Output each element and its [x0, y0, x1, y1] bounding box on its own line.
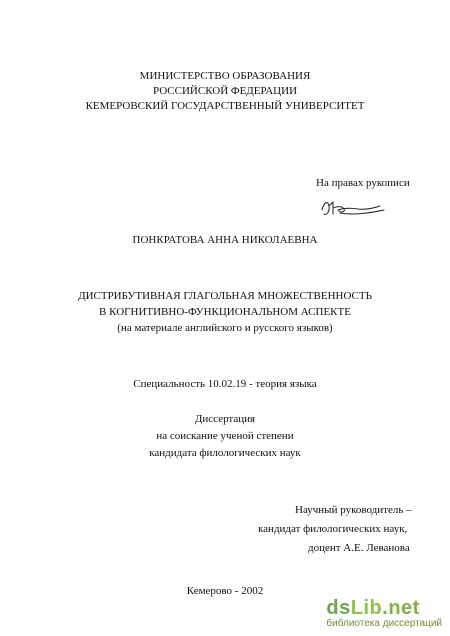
watermark-brand-lib: Lib: [350, 597, 383, 619]
watermark-brand-ds: ds: [326, 597, 351, 619]
supervisor-name: доцент А.Е. Леванова: [308, 542, 410, 554]
dslib-watermark: [326, 598, 442, 630]
watermark-brand: [326, 598, 442, 618]
manuscript-rights-note: На правах рукописи: [316, 177, 410, 189]
author-name: ПОНКРАТОВА АННА НИКОЛАЕВНА: [132, 234, 318, 246]
degree-purpose-line: на соискание ученой степени: [156, 430, 294, 442]
watermark-brand-net: .net: [382, 597, 420, 619]
supervisor-label: Научный руководитель –: [295, 504, 412, 516]
university-name: КЕМЕРОВСКИЙ ГОСУДАРСТВЕННЫЙ УНИВЕРСИТЕТ: [85, 100, 365, 112]
city-year-footer: Кемерово - 2002: [186, 585, 264, 597]
thesis-title-line-2: В КОГНИТИВНО-ФУНКЦИОНАЛЬНОМ АСПЕКТЕ: [99, 306, 351, 318]
watermark-subtitle: библиотека диссертаций: [326, 618, 442, 629]
supervisor-degree: кандидат филологических наук,: [258, 523, 408, 535]
ministry-line-2: РОССИЙСКОЙ ФЕДЕРАЦИИ: [152, 85, 298, 97]
specialty-line: Специальность 10.02.19 - теория языка: [133, 378, 317, 390]
degree-name-line: кандидата филологических наук: [149, 447, 301, 459]
thesis-title-line-3: (на материале английского и русского языков): [117, 322, 333, 334]
dissertation-label: Диссертация: [194, 413, 256, 425]
thesis-title-line-1: ДИСТРИБУТИВНАЯ ГЛАГОЛЬНАЯ МНОЖЕСТВЕННОСТЬ: [78, 290, 372, 302]
ministry-line-1: МИНИСТЕРСТВО ОБРАЗОВАНИЯ: [139, 70, 311, 82]
handwritten-signature-icon: [318, 196, 388, 220]
